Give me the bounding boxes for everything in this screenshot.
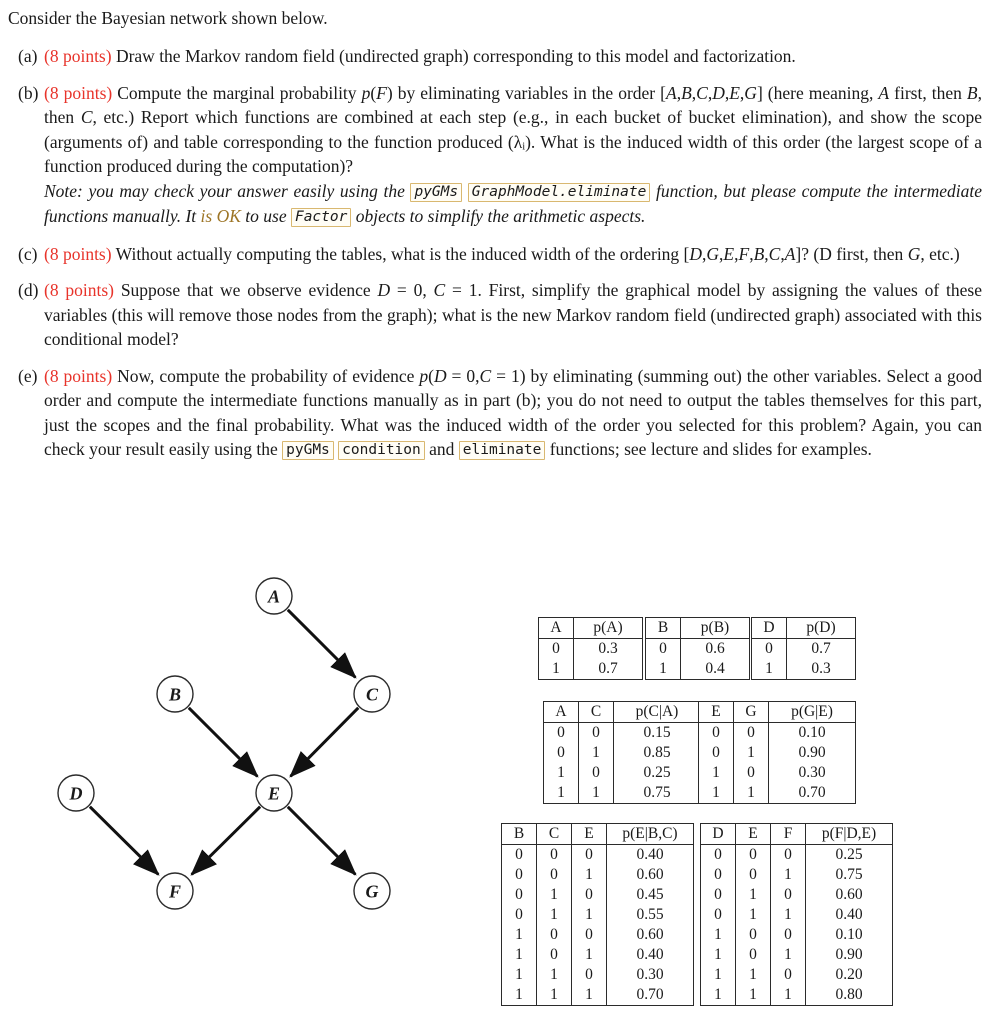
table-cell: 0.85 bbox=[614, 743, 701, 763]
cpt-table-pD bbox=[751, 617, 856, 680]
table-row bbox=[646, 659, 750, 680]
table-cell: 0.40 bbox=[806, 905, 893, 925]
table-cell: 1 bbox=[752, 659, 787, 680]
points-badge-c: (8 points) bbox=[44, 243, 112, 264]
table-header-cell: p(A) bbox=[574, 618, 643, 639]
table-cell: 1 bbox=[771, 945, 806, 965]
table-header-cell: E bbox=[736, 824, 771, 845]
table-cell: 0 bbox=[646, 639, 681, 660]
table-row bbox=[701, 985, 893, 1006]
table-header-row bbox=[539, 618, 643, 639]
table-header-cell: C bbox=[537, 824, 572, 845]
table-cell: 0.25 bbox=[614, 763, 701, 783]
table-row bbox=[544, 743, 701, 763]
intro-paragraph: Consider the Bayesian network shown below. bbox=[8, 8, 328, 28]
node-label-e: E bbox=[267, 783, 281, 804]
table-cell: 0 bbox=[734, 723, 769, 744]
table-cell: 1 bbox=[701, 985, 736, 1006]
node-label-f: F bbox=[168, 881, 182, 902]
cpt-table-pA bbox=[538, 617, 643, 680]
table-header-row bbox=[752, 618, 856, 639]
table-cell: 0 bbox=[502, 845, 537, 866]
table-row bbox=[699, 723, 856, 744]
table-cell: 0 bbox=[736, 925, 771, 945]
table-cell: 1 bbox=[572, 985, 607, 1006]
question-label-e: (e) bbox=[18, 365, 38, 386]
table-cell: 1 bbox=[771, 985, 806, 1006]
question-body-b bbox=[44, 81, 991, 230]
table-row bbox=[646, 639, 750, 660]
table-cell: 1 bbox=[572, 865, 607, 885]
table-header-cell: p(F|D,E) bbox=[806, 824, 893, 845]
table-cell: 0 bbox=[502, 865, 537, 885]
table-row bbox=[544, 783, 701, 804]
table-cell: 1 bbox=[736, 985, 771, 1006]
table-cell: 1 bbox=[502, 925, 537, 945]
table-header-cell: E bbox=[699, 702, 734, 723]
table-cell: 1 bbox=[701, 965, 736, 985]
table-row bbox=[544, 723, 701, 744]
question-label-b: (b) bbox=[18, 82, 39, 103]
question-item-a bbox=[0, 44, 991, 69]
table-cell: 0 bbox=[544, 723, 579, 744]
table-cell: 0 bbox=[502, 905, 537, 925]
cpt-table-pCA bbox=[543, 701, 701, 804]
points-badge-a: (8 points) bbox=[44, 46, 112, 66]
table-cell: 0.90 bbox=[769, 743, 856, 763]
table-cell: 0 bbox=[701, 885, 736, 905]
table-cell: 1 bbox=[701, 925, 736, 945]
question-text-b: Compute the marginal probability p(F) by eliminating variables in the order [A,B,C,D,E,G] (here meaning, A first, then B, then C, etc.) Report which functions are combined at each step (e.g., in each bucket of bucket elimination), and show the scope (arguments of) and table corresponding to the function produced (λᵢ). What is the induced width of this order (the largest scope of a function produced during the computation)? bbox=[44, 82, 982, 176]
question-body-a bbox=[44, 44, 991, 69]
table-cell: 0.75 bbox=[614, 783, 701, 804]
table-row bbox=[502, 865, 694, 885]
table-cell: 0 bbox=[771, 925, 806, 945]
table-cell: 0.40 bbox=[607, 845, 694, 866]
code-graphmodel-eliminate: GraphModel.eliminate bbox=[468, 183, 651, 202]
table-cell: 0 bbox=[699, 723, 734, 744]
table-cell: 0.60 bbox=[607, 925, 694, 945]
table-header-row bbox=[544, 702, 701, 723]
table-cell: 0.75 bbox=[806, 865, 893, 885]
table-cell: 1 bbox=[502, 985, 537, 1006]
question-list bbox=[0, 44, 991, 475]
table-row bbox=[699, 783, 856, 804]
conjunction-and: and bbox=[429, 439, 455, 459]
table-row bbox=[701, 905, 893, 925]
table-header-cell: B bbox=[646, 618, 681, 639]
table-cell: 0.20 bbox=[806, 965, 893, 985]
table-header-cell: D bbox=[752, 618, 787, 639]
table-cell: 1 bbox=[544, 763, 579, 783]
table-header-cell: D bbox=[701, 824, 736, 845]
table-cell: 0 bbox=[572, 965, 607, 985]
table-cell: 0 bbox=[572, 885, 607, 905]
table-cell: 0 bbox=[701, 905, 736, 925]
table-header-row bbox=[699, 702, 856, 723]
graph-edge-c-to-e bbox=[291, 708, 359, 776]
table-cell: 1 bbox=[572, 905, 607, 925]
table-cell: 0.70 bbox=[607, 985, 694, 1006]
table-header-cell: p(B) bbox=[681, 618, 750, 639]
code-pygms-b: pyGMs bbox=[410, 183, 462, 202]
question-text-d: Suppose that we observe evidence D = 0, C = 1. First, simplify the graphical model by assigning the values of these variables (this will remove those nodes from the graph); what is the new Markov random field (undirected graph) associated with this conditional model? bbox=[44, 280, 983, 349]
table-cell: 0 bbox=[736, 945, 771, 965]
table-row bbox=[539, 659, 643, 680]
question-label-c: (c) bbox=[18, 243, 38, 264]
table-cell: 1 bbox=[771, 865, 806, 885]
table-cell: 0 bbox=[736, 865, 771, 885]
table-cell: 0 bbox=[701, 865, 736, 885]
table-cell: 1 bbox=[572, 945, 607, 965]
table-cell: 0.10 bbox=[806, 925, 893, 945]
table-cell: 0.25 bbox=[806, 845, 893, 866]
table-header-cell: A bbox=[544, 702, 579, 723]
table-row bbox=[502, 905, 694, 925]
table-cell: 0 bbox=[771, 965, 806, 985]
table-cell: 0.4 bbox=[681, 659, 750, 680]
graph-node-g[interactable] bbox=[354, 873, 390, 909]
table-cell: 0 bbox=[579, 723, 614, 744]
code-factor: Factor bbox=[291, 208, 351, 227]
table-cell: 0 bbox=[539, 639, 574, 660]
question-body-e bbox=[44, 364, 991, 463]
graph-edge-e-to-f bbox=[192, 807, 260, 875]
table-cell: 0.55 bbox=[607, 905, 694, 925]
table-cell: 1 bbox=[736, 905, 771, 925]
question-text-c: Without actually computing the tables, what is the induced width of the ordering [D,G,E,F,B,C,A]? (D first, then G, etc.) bbox=[115, 243, 960, 264]
table-cell: 1 bbox=[701, 945, 736, 965]
link-is-ok[interactable]: is OK bbox=[200, 206, 241, 226]
table-cell: 0 bbox=[572, 925, 607, 945]
table-cell: 0 bbox=[771, 845, 806, 866]
table-row bbox=[502, 845, 694, 866]
table-row bbox=[701, 965, 893, 985]
table-cell: 0.15 bbox=[614, 723, 701, 744]
table-row bbox=[699, 743, 856, 763]
table-cell: 0.30 bbox=[769, 763, 856, 783]
table-header-cell: p(E|B,C) bbox=[607, 824, 694, 845]
table-cell: 0.10 bbox=[769, 723, 856, 744]
table-cell: 1 bbox=[699, 783, 734, 804]
table-cell: 0 bbox=[537, 925, 572, 945]
table-cell: 1 bbox=[736, 965, 771, 985]
table-cell: 1 bbox=[537, 965, 572, 985]
table-cell: 0 bbox=[734, 763, 769, 783]
question-body-d bbox=[44, 278, 991, 352]
graph-edge-d-to-f bbox=[90, 807, 158, 875]
node-label-c: C bbox=[365, 684, 379, 705]
cpt-table-pFDE bbox=[700, 823, 893, 1006]
table-cell: 1 bbox=[537, 905, 572, 925]
note-text-1: Note: you may check your answer easily using the bbox=[44, 180, 405, 201]
code-pygms-e: pyGMs bbox=[282, 441, 334, 460]
table-cell: 0.3 bbox=[787, 659, 856, 680]
table-header-cell: B bbox=[502, 824, 537, 845]
table-cell: 0.70 bbox=[769, 783, 856, 804]
bayesian-network-svg bbox=[20, 568, 450, 918]
graph-edge-layer bbox=[90, 610, 358, 875]
table-cell: 0 bbox=[537, 945, 572, 965]
table-row bbox=[701, 945, 893, 965]
table-header-cell: A bbox=[539, 618, 574, 639]
cpt-table-pGE bbox=[698, 701, 856, 804]
table-row bbox=[752, 659, 856, 680]
table-row bbox=[701, 845, 893, 866]
table-header-row bbox=[646, 618, 750, 639]
table-cell: 0.80 bbox=[806, 985, 893, 1006]
table-header-row bbox=[502, 824, 694, 845]
graph-node-f[interactable] bbox=[157, 873, 193, 909]
question-text-e-2: functions; see lecture and slides for examples. bbox=[549, 439, 872, 459]
table-cell: 1 bbox=[537, 885, 572, 905]
graph-node-d[interactable] bbox=[58, 775, 94, 811]
table-cell: 0.45 bbox=[607, 885, 694, 905]
question-label-a: (a) bbox=[18, 46, 38, 66]
table-cell: 1 bbox=[646, 659, 681, 680]
question-note-b bbox=[44, 179, 982, 230]
node-label-d: D bbox=[69, 783, 83, 804]
table-cell: 1 bbox=[537, 985, 572, 1006]
note-text-3: to use bbox=[245, 206, 287, 226]
table-header-cell: p(G|E) bbox=[769, 702, 856, 723]
table-cell: 1 bbox=[734, 783, 769, 804]
table-cell: 1 bbox=[699, 763, 734, 783]
table-cell: 0.90 bbox=[806, 945, 893, 965]
table-row bbox=[502, 985, 694, 1006]
table-row bbox=[544, 763, 701, 783]
graph-node-a[interactable] bbox=[256, 578, 292, 614]
table-cell: 0.7 bbox=[787, 639, 856, 660]
cpt-table-pB bbox=[645, 617, 750, 680]
points-badge-e: (8 points) bbox=[44, 365, 113, 386]
bayesian-network-diagram bbox=[20, 568, 450, 918]
table-cell: 1 bbox=[734, 743, 769, 763]
question-text-e-1: Now, compute the probability of evidence p(D = 0,C = 1) by eliminating (summing out) the other variables. Select a good order and compute the intermediate functions manually as in part (b); you do not need to output the tables themselves for this part, just the scopes and the final probability. What was the induced width of the order you selected for this problem? Again, you can check your result easily using the bbox=[44, 365, 982, 459]
table-cell: 0 bbox=[771, 885, 806, 905]
question-item-d bbox=[0, 278, 991, 352]
table-header-cell: p(C|A) bbox=[614, 702, 701, 723]
table-cell: 0.30 bbox=[607, 965, 694, 985]
graph-edge-b-to-e bbox=[189, 708, 258, 777]
table-header-cell: F bbox=[771, 824, 806, 845]
table-cell: 1 bbox=[771, 905, 806, 925]
table-header-cell: G bbox=[734, 702, 769, 723]
points-badge-b: (8 points) bbox=[44, 82, 113, 103]
cpt-table-pEBC bbox=[501, 823, 694, 1006]
table-cell: 1 bbox=[736, 885, 771, 905]
table-row bbox=[502, 945, 694, 965]
code-condition: condition bbox=[338, 441, 425, 460]
table-cell: 0 bbox=[701, 845, 736, 866]
table-cell: 1 bbox=[502, 965, 537, 985]
table-cell: 0 bbox=[736, 845, 771, 866]
node-label-a: A bbox=[267, 586, 281, 607]
table-row bbox=[502, 925, 694, 945]
note-text-4: objects to simplify the arithmetic aspects. bbox=[355, 206, 646, 226]
table-cell: 1 bbox=[544, 783, 579, 804]
table-cell: 0.40 bbox=[607, 945, 694, 965]
table-cell: 1 bbox=[579, 783, 614, 804]
code-eliminate: eliminate bbox=[459, 441, 546, 460]
table-cell: 1 bbox=[579, 743, 614, 763]
table-header-cell: E bbox=[572, 824, 607, 845]
table-row bbox=[701, 885, 893, 905]
points-badge-d: (8 points) bbox=[44, 280, 115, 300]
node-label-g: G bbox=[365, 881, 379, 902]
graph-edge-a-to-c bbox=[288, 610, 356, 678]
table-cell: 0 bbox=[537, 845, 572, 866]
table-cell: 1 bbox=[539, 659, 574, 680]
table-header-cell: p(D) bbox=[787, 618, 856, 639]
table-header-cell: C bbox=[579, 702, 614, 723]
table-row bbox=[701, 925, 893, 945]
table-cell: 0.7 bbox=[574, 659, 643, 680]
note-text-2: function, but please compute the intermediate functions manually. It bbox=[44, 180, 982, 226]
question-item-c bbox=[0, 242, 991, 267]
table-header-row bbox=[701, 824, 893, 845]
question-item-b bbox=[0, 81, 991, 230]
table-cell: 0.3 bbox=[574, 639, 643, 660]
question-label-d: (d) bbox=[18, 280, 39, 300]
table-row bbox=[539, 639, 643, 660]
table-cell: 0.6 bbox=[681, 639, 750, 660]
node-label-b: B bbox=[168, 684, 182, 705]
graph-node-c[interactable] bbox=[354, 676, 390, 712]
table-cell: 0.60 bbox=[607, 865, 694, 885]
table-cell: 0 bbox=[579, 763, 614, 783]
table-row bbox=[502, 885, 694, 905]
table-cell: 0 bbox=[502, 885, 537, 905]
table-cell: 0 bbox=[699, 743, 734, 763]
question-item-e bbox=[0, 364, 991, 463]
table-cell: 0 bbox=[544, 743, 579, 763]
table-row bbox=[752, 639, 856, 660]
question-body-c bbox=[44, 242, 991, 267]
graph-node-b[interactable] bbox=[157, 676, 193, 712]
question-text-a: Draw the Markov random field (undirected graph) corresponding to this model and factorization. bbox=[115, 46, 796, 66]
table-cell: 0 bbox=[537, 865, 572, 885]
table-cell: 0.60 bbox=[806, 885, 893, 905]
table-row bbox=[701, 865, 893, 885]
table-cell: 0 bbox=[752, 639, 787, 660]
graph-edge-e-to-g bbox=[288, 807, 356, 875]
table-row bbox=[699, 763, 856, 783]
table-cell: 1 bbox=[502, 945, 537, 965]
graph-node-e[interactable] bbox=[256, 775, 292, 811]
table-cell: 0 bbox=[572, 845, 607, 866]
table-row bbox=[502, 965, 694, 985]
